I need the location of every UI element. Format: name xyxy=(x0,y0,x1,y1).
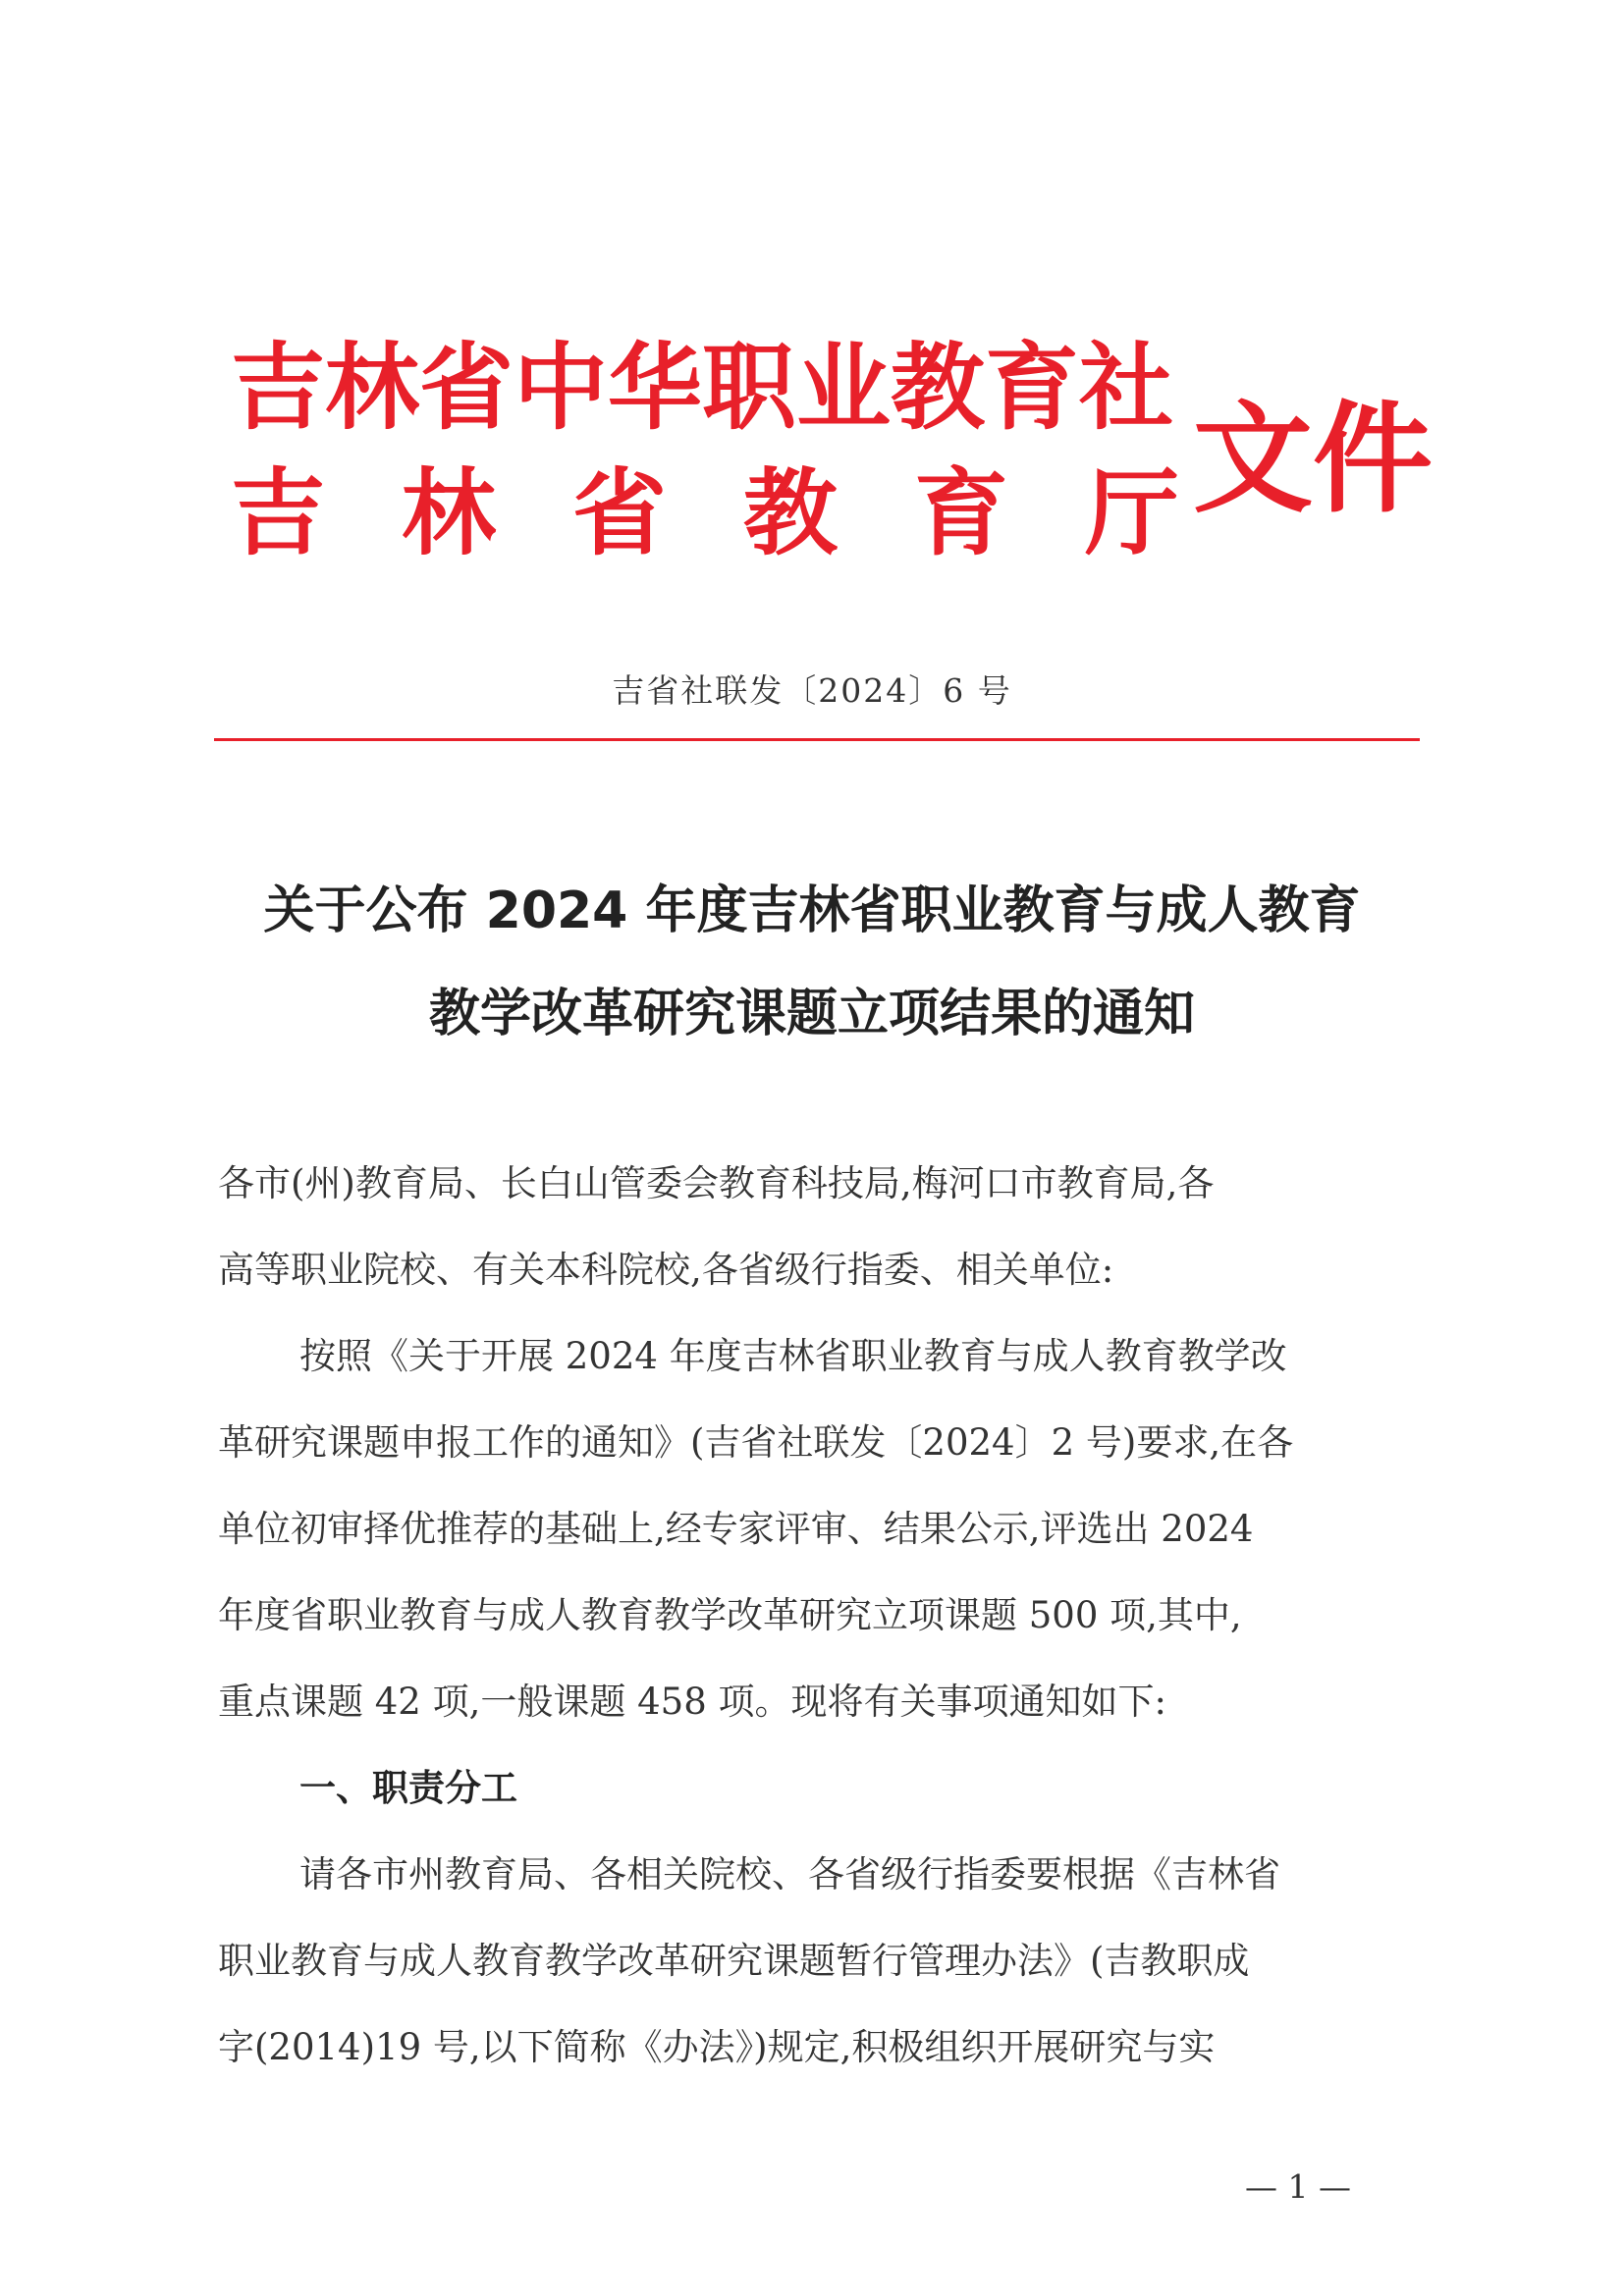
document-title-line-1: 关于公布 2024 年度吉林省职业教育与成人教育 xyxy=(263,881,1361,940)
paragraph-2-line-1: 请各市州教育局、各相关院校、各省级行指委要根据《吉林省 xyxy=(299,1853,1280,1896)
masthead-document-word: 文件 xyxy=(1193,390,1433,529)
red-masthead xyxy=(231,314,1433,609)
recipients-line-2: 高等职业院校、有关本科院校,各省级行指委、相关单位: xyxy=(218,1249,1114,1291)
recipients-line-1: 各市(州)教育局、长白山管委会教育科技局,梅河口市教育局,各 xyxy=(218,1162,1215,1204)
page-number: — 1 — xyxy=(1245,2167,1351,2206)
red-divider-line xyxy=(214,738,1420,741)
paragraph-1-line-1: 按照《关于开展 2024 年度吉林省职业教育与成人教育教学改 xyxy=(299,1335,1287,1377)
masthead-issuer-2: 吉林省教育厅 xyxy=(231,458,1256,568)
document-number: 吉省社联发〔2024〕6 号 xyxy=(612,671,1012,710)
paragraph-1-line-2: 革研究课题申报工作的通知》(吉省社联发〔2024〕2 号)要求,在各 xyxy=(218,1421,1294,1464)
document-title-line-2: 教学改革研究课题立项结果的通知 xyxy=(428,985,1195,1043)
paragraph-2-line-3: 字(2014)19 号,以下简称《办法》)规定,积极组织开展研究与实 xyxy=(218,2026,1216,2068)
paragraph-1-line-4: 年度省职业教育与成人教育教学改革研究立项课题 500 项,其中, xyxy=(218,1594,1242,1636)
paragraph-2-line-2: 职业教育与成人教育教学改革研究课题暂行管理办法》(吉教职成 xyxy=(218,1940,1250,1982)
masthead-issuer-1: 吉林省中华职业教育社 xyxy=(231,333,1173,443)
section-heading-1: 一、职责分工 xyxy=(299,1767,517,1809)
paragraph-1-line-3: 单位初审择优推荐的基础上,经专家评审、结果公示,评选出 2024 xyxy=(218,1508,1254,1550)
paragraph-1-line-5: 重点课题 42 项,一般课题 458 项。现将有关事项通知如下: xyxy=(218,1681,1166,1723)
